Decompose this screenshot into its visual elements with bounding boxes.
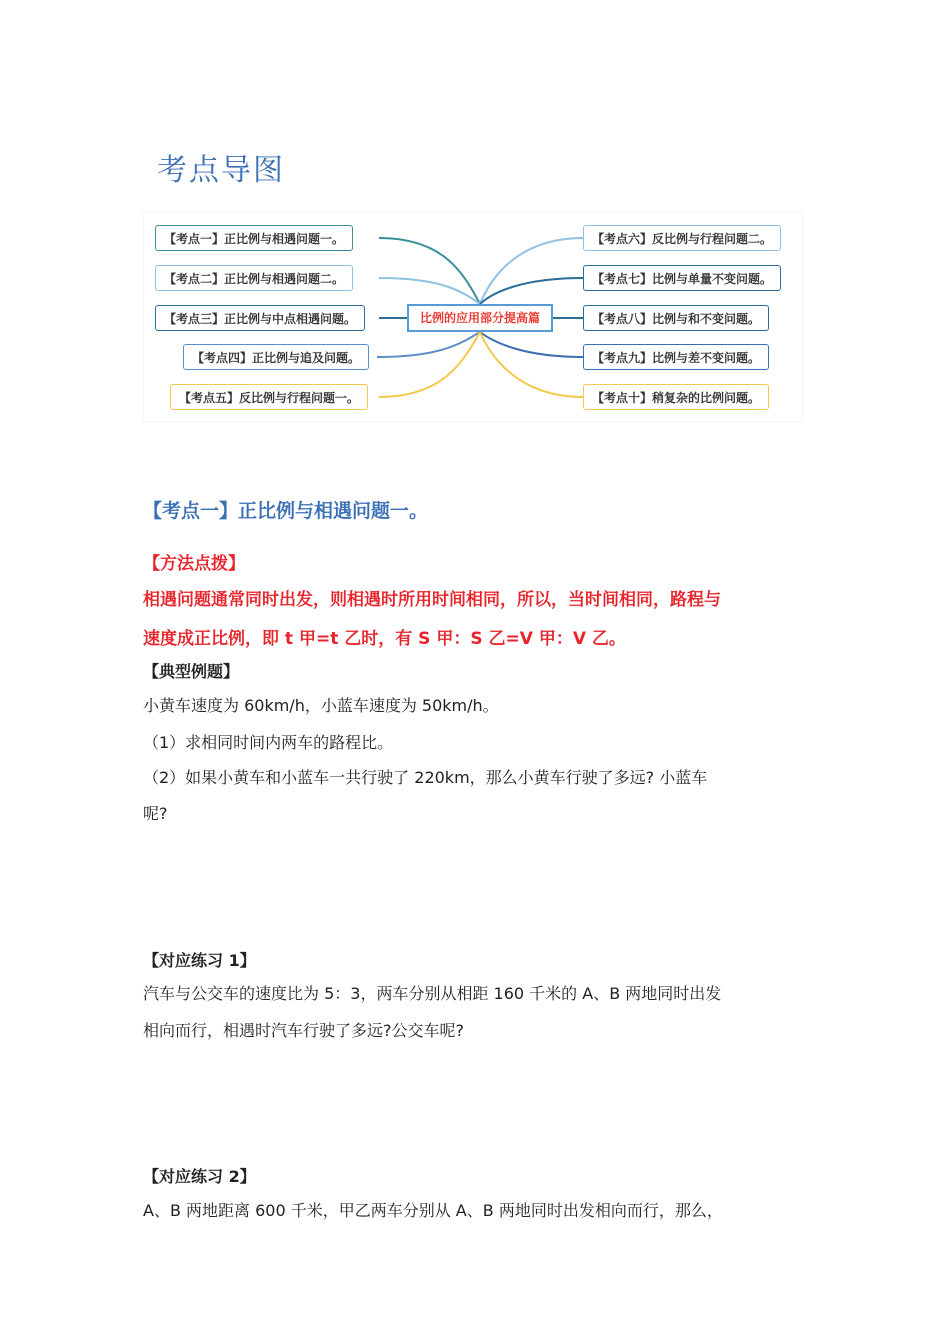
- example-tag: 【典型例题】: [143, 662, 240, 681]
- mind-map-node-3: 【考点三】正比例与中点相遇问题。: [155, 305, 365, 331]
- mind-map-node-2: 【考点二】正比例与相遇问题二。: [155, 265, 353, 291]
- section-heading: 【考点一】正比例与相遇问题一。: [143, 500, 429, 522]
- practice-2-line-1: A、B 两地距离 600 千米，甲乙两车分别从 A、B 两地同时出发相向而行，那么，: [143, 1201, 723, 1220]
- example-line-3: （2）如果小黄车和小蓝车一共行驶了 220km，那么小黄车行驶了多远? 小蓝车: [143, 768, 708, 787]
- practice-1-line-1: 汽车与公交车的速度比为 5：3，两车分别从相距 160 千米的 A、B 两地同时出发: [143, 984, 722, 1003]
- example-line-2: （1）求相同时间内两车的路程比。: [143, 733, 394, 752]
- mind-map-node-4: 【考点四】正比例与追及问题。: [183, 344, 369, 370]
- page-title: 考点导图: [157, 153, 285, 188]
- mind-map-center: 比例的应用部分提高篇: [407, 304, 553, 332]
- method-line-1: 相遇问题通常同时出发，则相遇时所用时间相同，所以，当时间相同，路程与: [143, 590, 721, 610]
- example-line-1: 小黄车速度为 60km/h，小蓝车速度为 50km/h。: [143, 696, 499, 715]
- mind-map: [143, 212, 803, 422]
- method-line-2: 速度成正比例，即 t 甲=t 乙时，有 S 甲：S 乙=V 甲：V 乙。: [143, 629, 626, 649]
- method-tag: 【方法点拨】: [143, 554, 245, 574]
- mind-map-node-10: 【考点十】稍复杂的比例问题。: [583, 384, 769, 410]
- mind-map-node-1: 【考点一】正比例与相遇问题一。: [155, 225, 353, 251]
- mind-map-node-6: 【考点六】反比例与行程问题二。: [583, 225, 781, 251]
- mind-map-node-7: 【考点七】比例与单量不变问题。: [583, 265, 781, 291]
- mind-map-node-9: 【考点九】比例与差不变问题。: [583, 344, 769, 370]
- practice-1-tag: 【对应练习 1】: [143, 951, 256, 970]
- practice-1-line-2: 相向而行，相遇时汽车行驶了多远?公交车呢?: [143, 1021, 464, 1040]
- mind-map-node-8: 【考点八】比例与和不变问题。: [583, 305, 769, 331]
- practice-2-tag: 【对应练习 2】: [143, 1167, 256, 1186]
- mind-map-node-5: 【考点五】反比例与行程问题一。: [170, 384, 368, 410]
- example-line-4: 呢?: [143, 804, 168, 823]
